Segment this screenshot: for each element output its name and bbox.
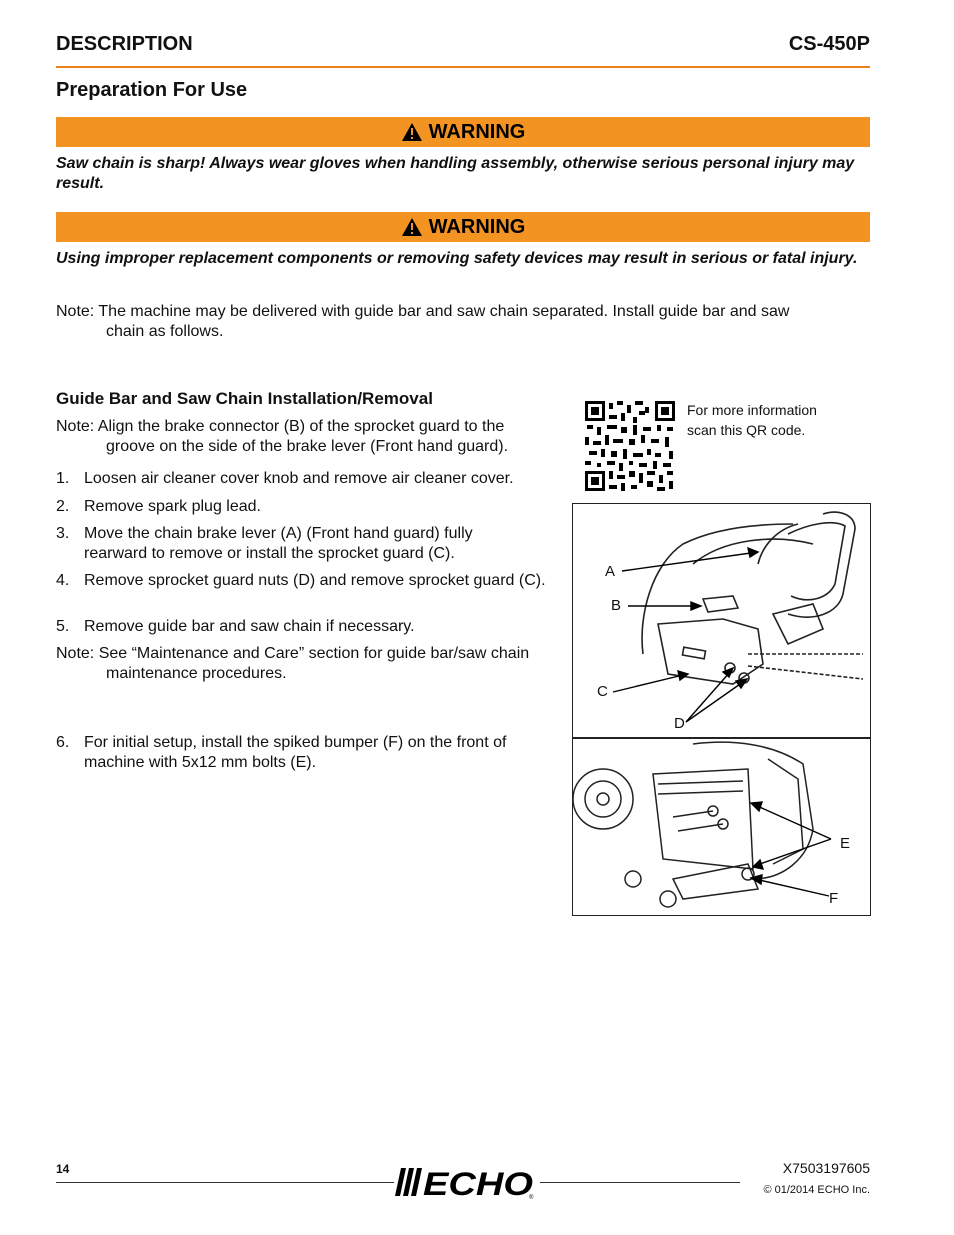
qr-caption-line: For more information [687,402,817,418]
list-item [56,524,536,564]
step-number: 4. [56,572,70,589]
step-text: Loosen air cleaner cover knob and remove air cleaner cover. [84,470,514,487]
step-text: Move the chain brake lever (A) (Front hand guard) fully rearward to remove or install the sprocket guard (C). [84,525,473,562]
spiked-bumper-illustration [573,739,870,915]
model-number: CS-450P [788,33,870,55]
warning-text: Using improper replacement components or removing safety devices may result in serious or fatal injury. [56,250,858,267]
note-intro [56,302,856,342]
echo-logo-mark [395,1166,540,1200]
callout-label-d: D [674,715,685,732]
subsection-title: Guide Bar and Saw Chain Installation/Removal [56,389,433,408]
page-number: 14 [56,1162,70,1176]
warning-triangle-icon [401,122,423,142]
note-line: Note: See “Maintenance and Care” section for guide bar/saw chain [56,645,530,662]
step-number: 6. [56,734,70,751]
note-line: Note: Align the brake connector (B) of the sprocket guard to the [56,418,505,435]
svg-text:®: ® [529,1195,534,1200]
footer-rule-left [56,1182,394,1183]
echo-logo [395,1166,540,1200]
warning-banner [56,117,870,147]
callout-label-b: B [611,597,622,614]
header-rule [56,66,870,68]
echo-logo-text: ECHO [423,1166,534,1200]
callout-label-a: A [605,563,616,580]
part-number: X7503197605 [782,1160,870,1176]
note-maintenance [56,644,566,684]
list-item [56,571,556,591]
callout-label-f: F [829,890,839,907]
chainsaw-illustration [573,504,870,737]
list-item [56,733,546,773]
list-item [56,497,556,517]
note-continuation: chain as follows. [106,323,224,340]
step-number: 1. [56,470,70,487]
callout-label-c: C [597,683,608,700]
warning-triangle-icon [401,217,423,237]
note-continuation: groove on the side of the brake lever (Front hand guard). [106,438,509,455]
copyright: © 01/2014 ECHO Inc. [763,1184,870,1196]
step-number: 2. [56,498,70,515]
step-text: Remove spark plug lead. [84,498,261,515]
note-continuation: maintenance procedures. [106,665,287,682]
step-text: Remove guide bar and saw chain if necessary. [84,618,415,635]
warning-label: WARNING [428,215,526,238]
step-text: For initial setup, install the spiked bumper (F) on the front of machine with 5x12 mm bolts (E). [84,734,507,771]
note-line: Note: The machine may be delivered with guide bar and saw chain separated. Install guide bar and saw [56,303,790,320]
qr-caption [687,400,867,440]
qr-caption-line: scan this QR code. [687,422,806,438]
figure-chainsaw-sprocket-guard [572,503,871,738]
warning-banner [56,212,870,242]
step-number: 5. [56,618,70,635]
qr-code[interactable] [585,401,675,491]
callout-label-e: E [840,835,851,852]
step-text: Remove sprocket guard nuts (D) and remove sprocket guard (C). [84,572,546,589]
figure-spiked-bumper [572,738,871,916]
list-item [56,469,556,489]
note-align [56,417,566,457]
page-title: Preparation For Use [56,79,248,101]
warning-text: Saw chain is sharp! Always wear gloves when handling assembly, otherwise serious personal injury may result. [56,155,855,192]
list-item [56,617,556,637]
section-header: DESCRIPTION [56,33,193,55]
step-number: 3. [56,525,70,542]
warning-label: WARNING [428,120,526,143]
footer-rule-right [540,1182,740,1183]
